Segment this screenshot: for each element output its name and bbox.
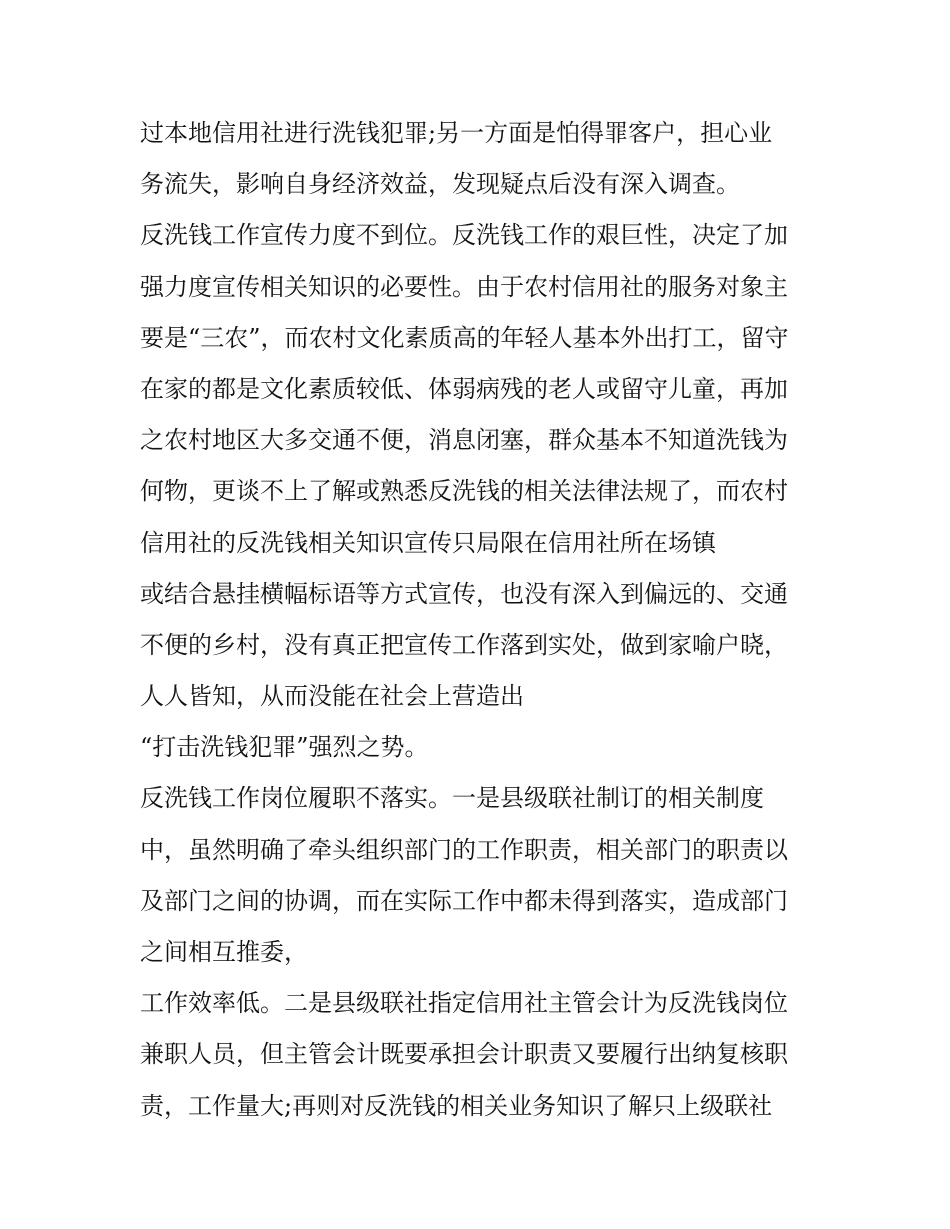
text-line: 及部门之间的协调，而在实际工作中都未得到落实，造成部门 (140, 886, 788, 915)
text-line: 何物，更谈不上了解或熟悉反洗钱的相关法律法规了，而农村 (140, 477, 788, 506)
text-line: 或结合悬挂横幅标语等方式宣传，也没有深入到偏远的、交通 (140, 579, 788, 608)
text-line: 不便的乡村，没有真正把宣传工作落到实处，做到家喻户晓， (140, 630, 788, 659)
text-line: 中，虽然明确了牵头组织部门的工作职责，相关部门的职责以 (140, 835, 788, 864)
text-line: 兼职人员，但主管会计既要承担会计职责又要履行出纳复核职 (140, 1040, 788, 1069)
text-line: 工作效率低。二是县级联社指定信用社主管会计为反洗钱岗位 (140, 989, 788, 1018)
text-line: 过本地信用社进行洗钱犯罪;另一方面是怕得罪客户，担心业 (140, 119, 773, 147)
text-line: 要是“三农”，而农村文化素质高的年轻人基本外出打工，留守 (140, 323, 789, 352)
text-line: 责，工作量大;再则对反洗钱的相关业务知识了解只上级联社 (140, 1091, 773, 1120)
text-line: 之间相互推委， (140, 938, 308, 966)
text-line: 强力度宣传相关知识的必要性。由于农村信用社的服务对象主 (140, 272, 788, 301)
text-line: 反洗钱工作宣传力度不到位。反洗钱工作的艰巨性，决定了加 (140, 221, 788, 250)
text-line: 之农村地区大多交通不便，消息闭塞，群众基本不知道洗钱为 (140, 426, 788, 455)
text-line: 务流失，影响自身经济效益，发现疑点后没有深入调查。 (140, 170, 740, 199)
text-line: 人人皆知，从而没能在社会上营造出 (140, 682, 524, 711)
text-line: “打击洗钱犯罪”强烈之势。 (140, 733, 429, 762)
text-line: 反洗钱工作岗位履职不落实。一是县级联社制订的相关制度 (140, 784, 764, 813)
text-line: 信用社的反洗钱相关知识宣传只局限在信用社所在场镇 (140, 528, 716, 557)
text-line: 在家的都是文化素质较低、体弱病残的老人或留守儿童，再加 (140, 374, 788, 403)
body-text (140, 108, 830, 1132)
